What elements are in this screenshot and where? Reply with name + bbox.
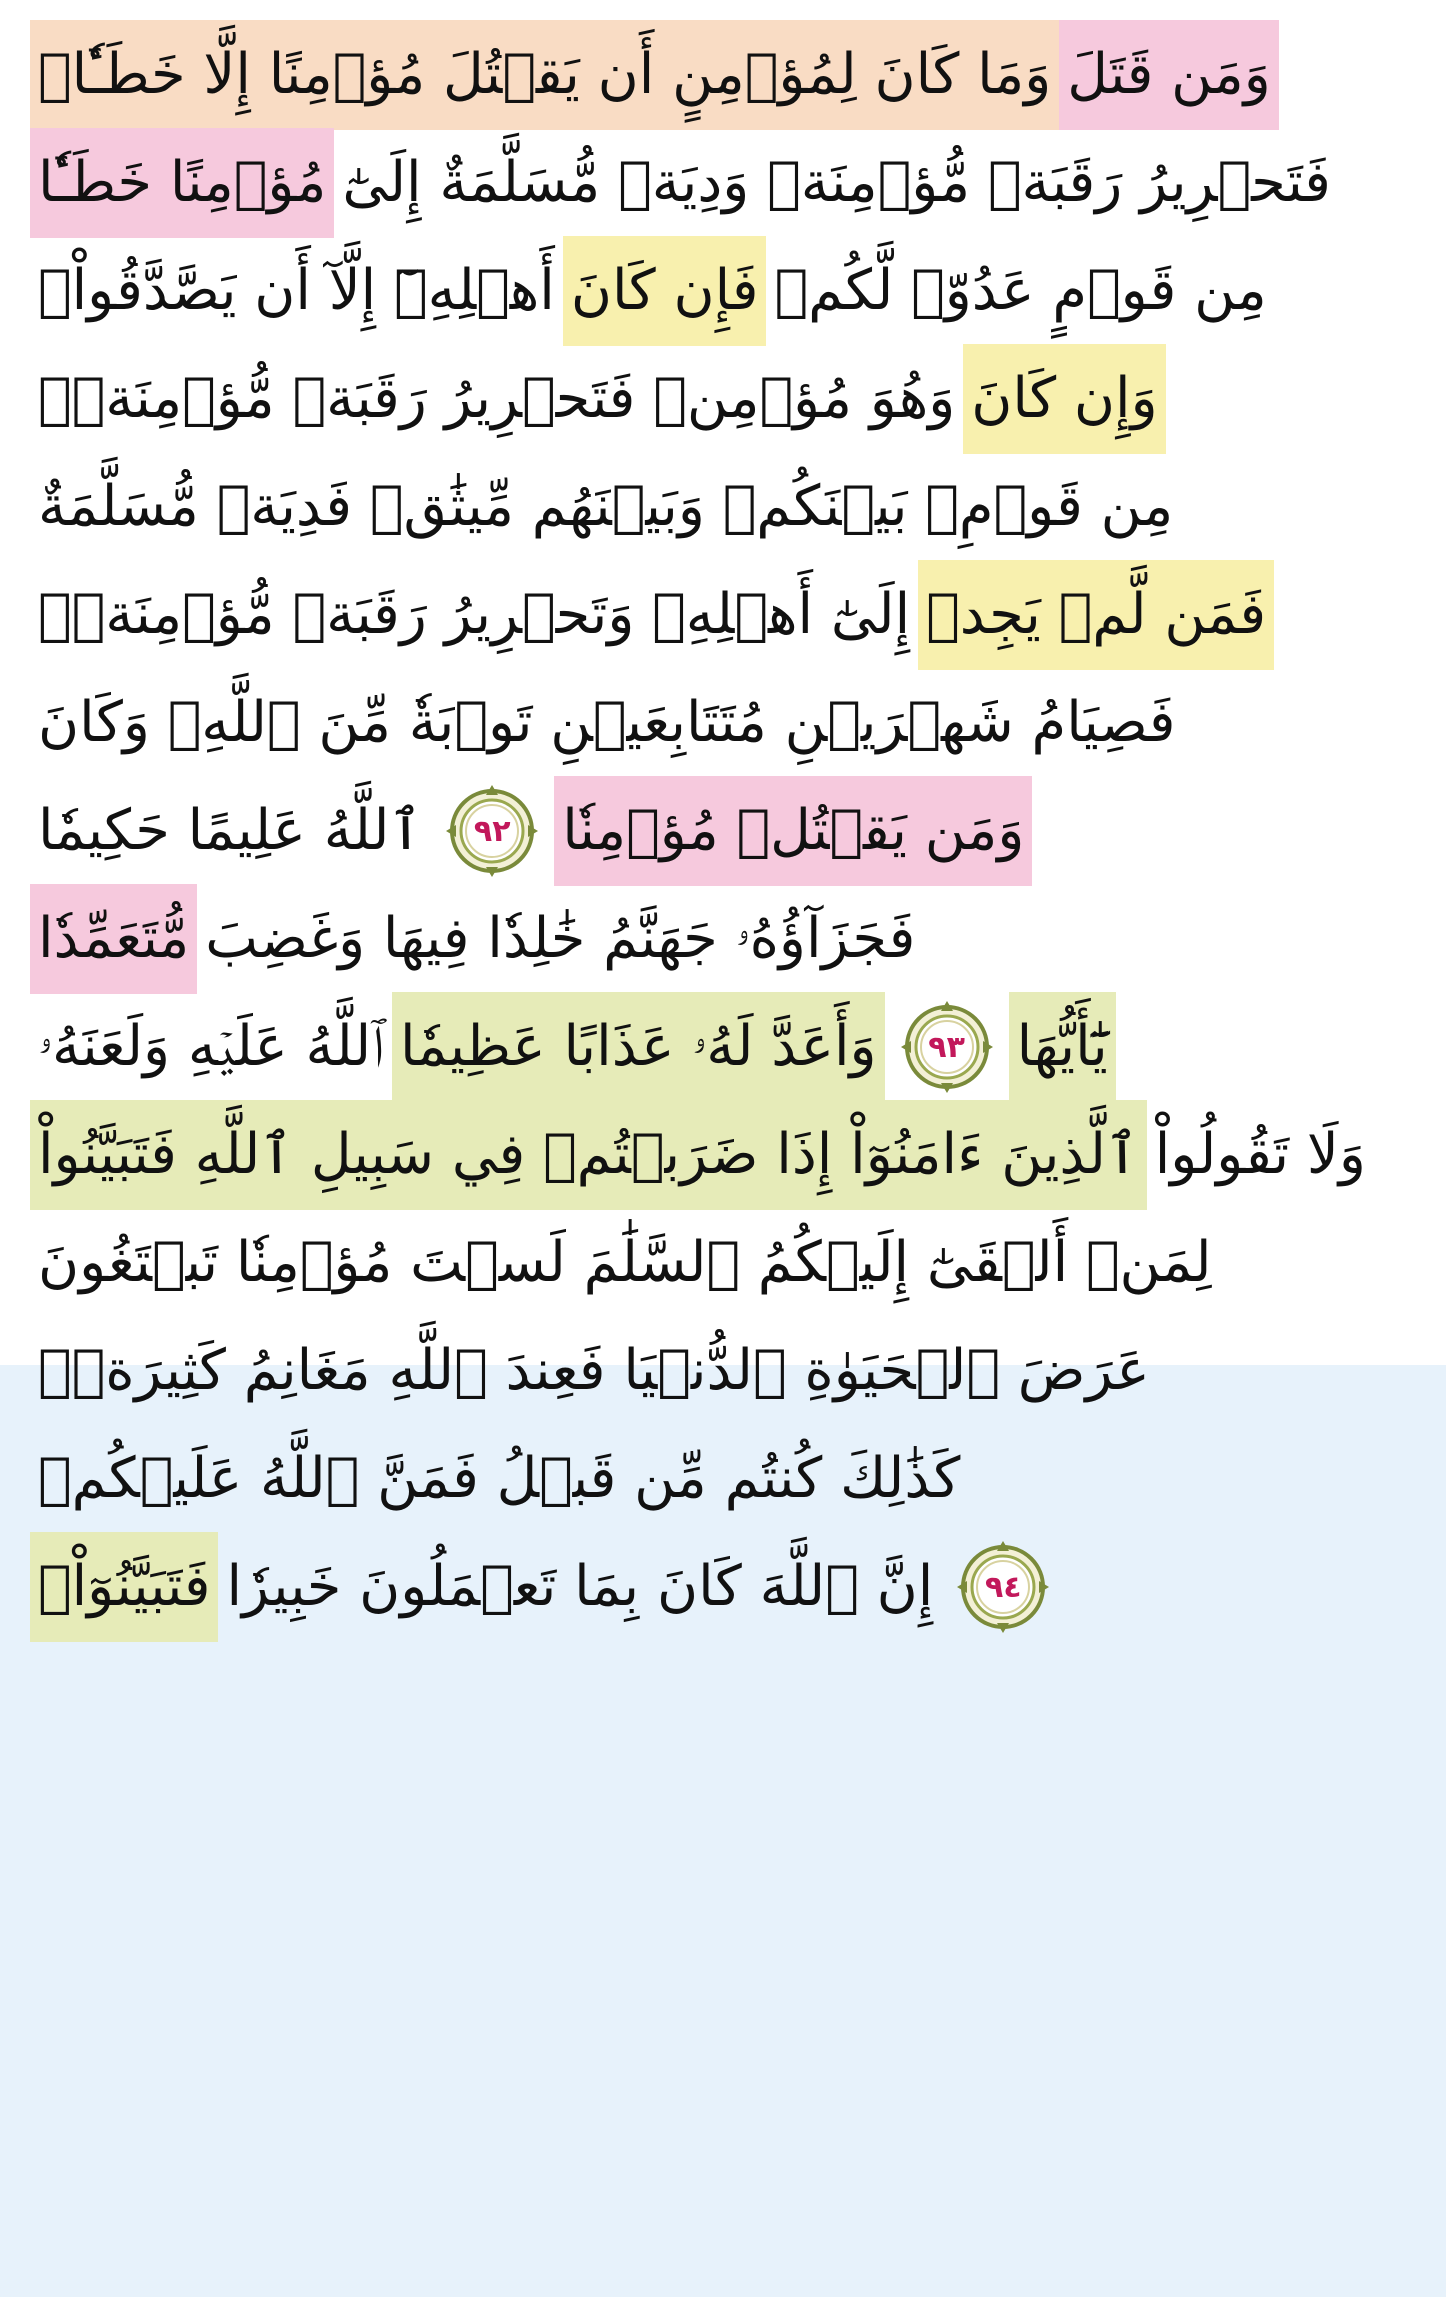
verse-line-9 — [30, 884, 1416, 994]
verse-text-segment: ٱللَّهُ عَلِيمًا حَكِيمٗا — [38, 798, 423, 863]
verse-text-segment: كَذَٰلِكَ كُنتُم مِّن قَبۡلُ فَمَنَّ ٱللَّهُ عَلَيۡكُمۡ — [38, 1446, 961, 1511]
verse-text-segment: وَإِن كَانَ — [963, 344, 1165, 454]
verse-text-segment: فَجَزَآؤُهُۥ جَهَنَّمُ خَٰلِدٗا فِيهَا وَغَضِبَ — [205, 906, 916, 971]
verse-text-segment: مِن قَوۡمِۭ بَيۡنَكُمۡ وَبَيۡنَهُم مِّيثَٰقٞ فَدِيَةٞ مُّسَلَّمَةٌ — [38, 474, 1174, 539]
verse-line-2 — [30, 128, 1416, 238]
verse-text-segment: لِمَنۡ أَلۡقَىٰٓ إِلَيۡكُمُ ٱلسَّلَٰمَ لَسۡتَ مُؤۡمِنٗا تَبۡتَغُونَ — [38, 1230, 1212, 1295]
verse-text-segment: وَهُوَ مُؤۡمِنٞ فَتَحۡرِيرُ رَقَبَةٖ مُّؤۡمِنَةٖۖ — [38, 366, 956, 431]
verse-text-segment: مُؤۡمِنًا خَطَـٔٗا — [30, 128, 334, 238]
verse-line-10 — [30, 992, 1416, 1102]
verse-text-segment: وَمَن يَقۡتُلۡ مُؤۡمِنٗا — [554, 776, 1032, 886]
verse-text-segment: ٱللَّهُ عَلَيۡهِ وَلَعَنَهُۥ — [38, 1014, 384, 1079]
verse-text-segment: عَرَضَ ٱلۡحَيَوٰةِ ٱلدُّنۡيَا فَعِندَ ٱللَّهِ مَغَانِمُ كَثِيرَةٞۚ — [38, 1338, 1150, 1403]
verse-line-3 — [30, 236, 1416, 346]
verse-text-segment: وَلَا تَقُولُواْ — [1154, 1122, 1366, 1187]
verse-text-segment: فَتَحۡرِيرُ رَقَبَةٖ مُّؤۡمِنَةٖ وَدِيَةٞ مُّسَلَّمَةٌ إِلَىٰٓ — [342, 150, 1331, 215]
ayah-end-marker — [955, 1539, 1051, 1635]
ayah-number: ٩٤ — [985, 1569, 1022, 1605]
verse-line-4 — [30, 344, 1416, 454]
verse-text-segment: فَإِن كَانَ — [563, 236, 767, 346]
verse-text-segment: فَمَن لَّمۡ يَجِدۡ — [918, 560, 1274, 670]
verse-line-1 — [30, 20, 1416, 130]
verse-line-15 — [30, 1532, 1416, 1642]
ayah-number: ٩٣ — [928, 1029, 965, 1065]
ayah-end-marker — [444, 783, 540, 879]
verse-text-segment: ٱلَّذِينَ ءَامَنُوٓاْ إِذَا ضَرَبۡتُمۡ فِي سَبِيلِ ٱللَّهِ فَتَبَيَّنُواْ — [30, 1100, 1147, 1210]
verse-line-8 — [30, 776, 1416, 886]
verse-text-segment: إِلَىٰٓ أَهۡلِهِۦ وَتَحۡرِيرُ رَقَبَةٖ مُّؤۡمِنَةٖۖ — [38, 582, 911, 647]
ayah-number: ٩٢ — [473, 813, 511, 849]
verse-text-segment: وَمَن قَتَلَ — [1059, 20, 1279, 130]
verse-text-segment: مِن قَوۡمٍ عَدُوّٖ لَّكُمۡ — [774, 258, 1267, 323]
verse-text-segment: مُّتَعَمِّدٗا — [30, 884, 197, 994]
verse-line-13 — [30, 1316, 1416, 1426]
verse-text-segment: أَهۡلِهِۦٓ إِلَّآ أَن يَصَّدَّقُواْۚ — [38, 258, 555, 323]
verse-line-11 — [30, 1100, 1416, 1210]
verse-line-12 — [30, 1208, 1416, 1318]
verse-text-segment: فَتَبَيَّنُوٓاْۚ — [30, 1532, 218, 1642]
ayah-end-marker — [899, 999, 995, 1095]
verse-line-7 — [30, 668, 1416, 778]
verse-line-6 — [30, 560, 1416, 670]
verse-text-segment: يَٰٓأَيُّهَا — [1009, 992, 1116, 1102]
verse-line-5 — [30, 452, 1416, 562]
verse-text-segment: وَأَعَدَّ لَهُۥ عَذَابًا عَظِيمٗا — [392, 992, 885, 1102]
verse-line-14 — [30, 1424, 1416, 1534]
verse-text-segment: فَصِيَامُ شَهۡرَيۡنِ مُتَتَابِعَيۡنِ تَوۡبَةٗ مِّنَ ٱللَّهِۗ وَكَانَ — [38, 690, 1176, 755]
verse-text-segment: وَمَا كَانَ لِمُؤۡمِنٍ أَن يَقۡتُلَ مُؤۡمِنًا إِلَّا خَطَـٔٗاۚ — [30, 20, 1059, 130]
verse-text-segment: إِنَّ ٱللَّهَ كَانَ بِمَا تَعۡمَلُونَ خَبِيرٗا — [226, 1554, 934, 1619]
